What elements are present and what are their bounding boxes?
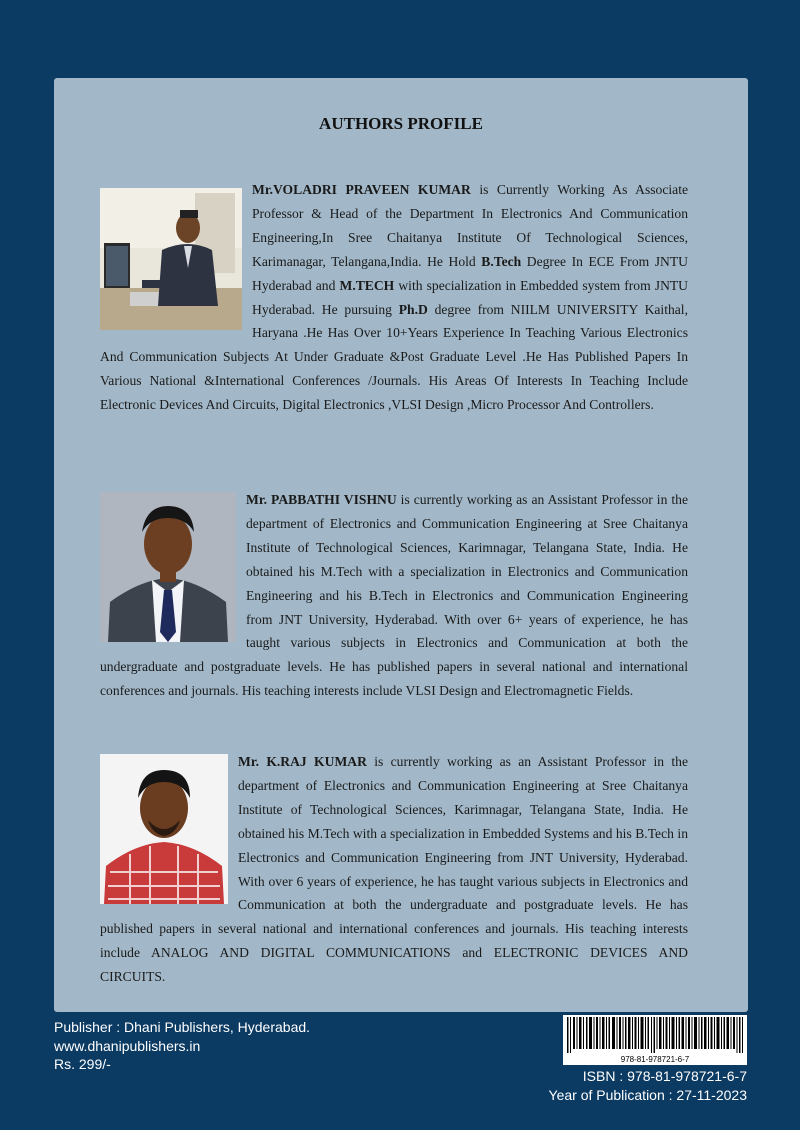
bio-text: degree from NIILM UNIVERSITY Kaithal, Haryana .He Has Over 10+Years Experience In Teaching Various Electronics And Communication Subjects At Under Graduate &Post Graduate Level .He Has Published Papers In Various National &International Conferences /Journals. His Areas Of Interests In Teaching Include Electronic Devices And Circuits, Digital Electronics ,VLSI Design ,Micro Processor And Controllers. — [100, 301, 688, 413]
bio-text: is currently working as an Assistant Professor in the department of Electronics and Communication Engineering at Sree Chaitanya Institute of Technological Sciences, Karimnagar, Telangana State, India. He obtained his M.Tech with a specialization in Electronics and Communication Engineering and his B.Tech in Electronics and Communication Engineering from JNT University, Hyderabad. With over 6+ years of experience, he has taught various subjects in Electronics and Communication at both the undergraduate and postgraduate levels. He has published papers in several national and international conferences and journals. His teaching interests include VLSI Design and Electromagnetic Fields. — [100, 492, 688, 699]
author-photo-1 — [100, 188, 242, 330]
author-bio-3 — [100, 750, 688, 989]
profile-panel — [54, 78, 748, 1012]
publication-date: Year of Publication : 27-11-2023 — [548, 1086, 747, 1103]
bio-text: is currently working as an Assistant Professor in the department of Electronics and Communication Engineering at Sree Chaitanya Institute of Technological Sciences, Karimnagar, Telangana State, India. He obtained his M.Tech with a specialization in Embedded Systems and his B.Tech in Electronics and Communication Engineering from JNT University, Hyderabad. With over 6 years of experience, he has taught various subjects in Electronics and Communication at both the undergraduate and postgraduate levels. He has published papers in several national and international conferences and journals. His teaching interests include ANALOG AND DIGITAL COMMUNICATIONS and ELECTRONIC DEVICES AND CIRCUITS. — [100, 754, 689, 985]
bio-bold: Ph.D — [398, 301, 428, 317]
isbn-text: ISBN : 978-81-978721-6-7 — [582, 1068, 747, 1084]
bio-text: with specialization in Embedded system from JNTU Hyderabad. He pursuing — [252, 277, 689, 317]
barcode-number: 978-81-978721-6-7 — [620, 1055, 690, 1064]
author-name-3: Mr. K.RAJ KUMAR — [238, 754, 367, 769]
isbn-info — [549, 1067, 747, 1104]
isbn-barcode — [563, 1015, 747, 1065]
bio-text: is Currently Working As Associate Professor & Head of the Department In Electronics And Communication Engineering,In Sree Chaitanya Institute Of Technological Sciences, Karimanagar, Telangana,India. He Hold — [252, 182, 688, 269]
author-name-2: Mr. PABBATHI VISHNU — [246, 492, 397, 507]
barcode-bars — [563, 1015, 747, 1055]
bio-bold: B.Tech — [481, 253, 522, 269]
page-title: AUTHORS PROFILE — [319, 114, 483, 133]
publisher-name: Publisher : Dhani Publishers, Hyderabad. — [54, 1019, 311, 1035]
author-bio-2 — [100, 488, 688, 703]
author-bio-1 — [100, 178, 688, 417]
author-name-1: Mr.VOLADRI PRAVEEN KUMAR — [252, 182, 471, 197]
book-price: Rs. 299/- — [54, 1056, 111, 1072]
publisher-website: www.dhanipublishers.in — [54, 1037, 201, 1054]
bio-text: Degree In ECE From JNTU Hyderabad and — [252, 253, 688, 293]
author-photo-2 — [100, 492, 236, 642]
bio-bold: M.TECH — [339, 277, 395, 293]
author-photo-3 — [100, 754, 228, 904]
publisher-info — [54, 1018, 310, 1074]
